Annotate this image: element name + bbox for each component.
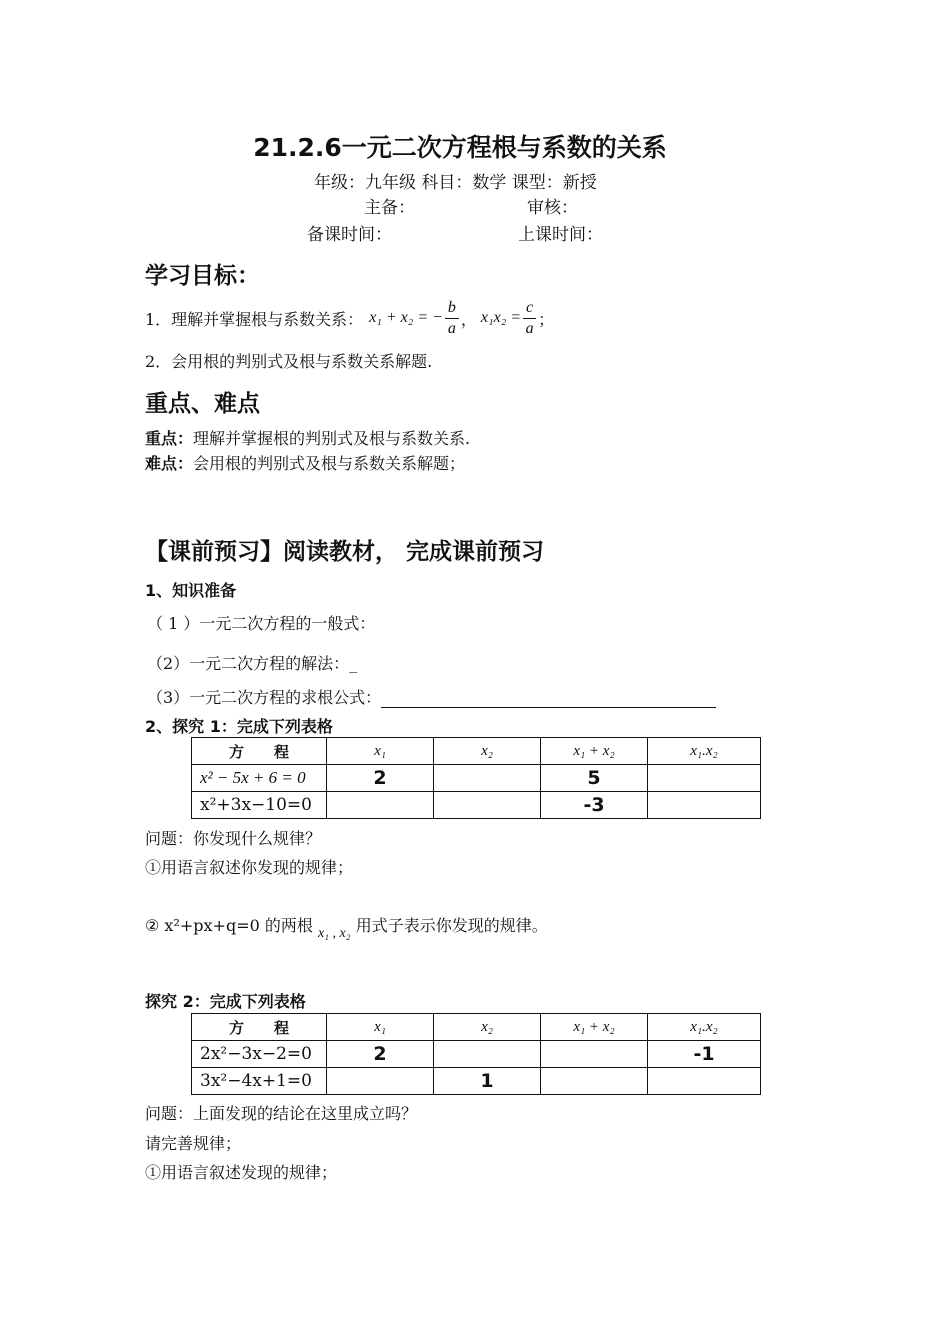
question-solving-methods: （2）一元二次方程的解法：_: [147, 654, 358, 673]
header-product: x₁.x₂: [648, 738, 761, 765]
table-header-row: [192, 1014, 761, 1041]
equation-cell: x² − 5x + 6 = 0: [192, 765, 327, 792]
key-heading: 重点、难点: [145, 391, 260, 417]
explore2-perfect-rule: 请完善规律；: [145, 1134, 242, 1153]
sum-fraction-den: a: [447, 319, 456, 337]
x1-cell[interactable]: [327, 792, 434, 819]
goal-item-1: [145, 296, 554, 340]
sum-formula-lhs: x₁ + x₂ = −: [369, 309, 443, 326]
sum-cell: -3: [541, 792, 648, 819]
sum-fraction-num: b: [445, 298, 459, 319]
goal-item-2: 2．会用根的判别式及根与系数关系解题.: [145, 352, 433, 371]
product-fraction-den: a: [525, 319, 534, 337]
product-formula-lhs: x₁x₂ =: [480, 309, 522, 326]
knowledge-prep-heading: 1、知识准备: [145, 581, 237, 600]
sum-cell[interactable]: [541, 1041, 648, 1068]
x2-cell[interactable]: [434, 765, 541, 792]
header-equation: 方 程: [192, 738, 327, 765]
explore1-heading: 2、探究 1：完成下列表格: [145, 717, 333, 736]
x2-cell[interactable]: [434, 1041, 541, 1068]
meta-prep-time: 备课时间：: [307, 225, 392, 245]
question-general-form: （ 1 ）一元二次方程的一般式：: [147, 614, 376, 633]
table-row: [192, 1068, 761, 1095]
equation-cell: 3x²−4x+1=0: [192, 1068, 327, 1095]
explore2-question: 问题：上面发现的结论在这里成立吗？: [145, 1104, 418, 1123]
table-row: [192, 765, 761, 792]
header-equation: 方 程: [192, 1014, 327, 1041]
goal-1-end: ；: [538, 309, 555, 329]
table-header-row: [192, 738, 761, 765]
focus-line: [145, 426, 470, 449]
page-title: 21.2.6一元二次方程根与系数的关系: [253, 133, 667, 162]
header-x1: x₁: [327, 738, 434, 765]
explore1-question: 问题：你发现什么规律？: [145, 829, 322, 848]
explore1-question-b: [145, 913, 548, 941]
header-x1: x₁: [327, 1014, 434, 1041]
header-product: x₁.x₂: [648, 1014, 761, 1041]
focus-text: 理解并掌握根的判别式及根与系数关系.: [193, 429, 471, 448]
table-row: [192, 792, 761, 819]
roots-symbols: x₁ , x₂: [317, 926, 351, 941]
x1-cell: 2: [327, 765, 434, 792]
header-x2: x₂: [434, 738, 541, 765]
x2-cell[interactable]: [434, 792, 541, 819]
x1-cell[interactable]: [327, 1068, 434, 1095]
explore2-table: [191, 1013, 761, 1095]
header-sum: x₁ + x₂: [541, 738, 648, 765]
sum-cell[interactable]: [541, 1068, 648, 1095]
question-root-formula-label: （3）一元二次方程的求根公式：: [147, 688, 382, 707]
answer-blank: [381, 689, 716, 708]
equation-cell: 2x²−3x−2=0: [192, 1041, 327, 1068]
difficulty-text: 会用根的判别式及根与系数关系解题；: [193, 454, 466, 473]
goal-1-prefix: 1．理解并掌握根与系数关系：: [145, 309, 364, 329]
explore1-table: [191, 737, 761, 819]
header-sum: x₁ + x₂: [541, 1014, 648, 1041]
product-cell[interactable]: [648, 792, 761, 819]
difficulty-label: 难点：: [145, 454, 194, 473]
explore1-question-b-prefix: ② x²+px+q=0 的两根: [145, 916, 313, 935]
product-fraction: [523, 298, 536, 339]
x2-cell: 1: [434, 1068, 541, 1095]
goals-heading: 学习目标：: [145, 263, 260, 289]
header-x2: x₂: [434, 1014, 541, 1041]
difficulty-line: [145, 451, 465, 474]
product-cell: -1: [648, 1041, 761, 1068]
product-cell[interactable]: [648, 1068, 761, 1095]
goal-1-sep: ，: [460, 309, 477, 329]
explore2-heading: 探究 2：完成下列表格: [145, 992, 306, 1011]
explore2-question-a: ①用语言叙述发现的规律；: [145, 1163, 338, 1182]
question-root-formula: [147, 685, 716, 708]
table-row: [192, 1041, 761, 1068]
meta-grade-subject: 年级：九年级 科目：数学 课型：新授: [314, 173, 597, 193]
focus-label: 重点：: [145, 429, 194, 448]
preview-heading: 【课前预习】阅读教材， 完成课前预习: [145, 539, 545, 565]
meta-prepare: 主备：: [364, 198, 415, 218]
equation-cell: x²+3x−10=0: [192, 792, 327, 819]
sum-cell: 5: [541, 765, 648, 792]
sum-fraction: [445, 298, 459, 339]
meta-class-time: 上课时间：: [518, 225, 603, 245]
explore1-question-b-suffix: 用式子表示你发现的规律。: [355, 916, 548, 935]
product-fraction-num: c: [523, 298, 536, 319]
product-cell[interactable]: [648, 765, 761, 792]
explore1-question-a: ①用语言叙述你发现的规律；: [145, 858, 354, 877]
meta-review: 审核：: [527, 198, 578, 218]
x1-cell: 2: [327, 1041, 434, 1068]
